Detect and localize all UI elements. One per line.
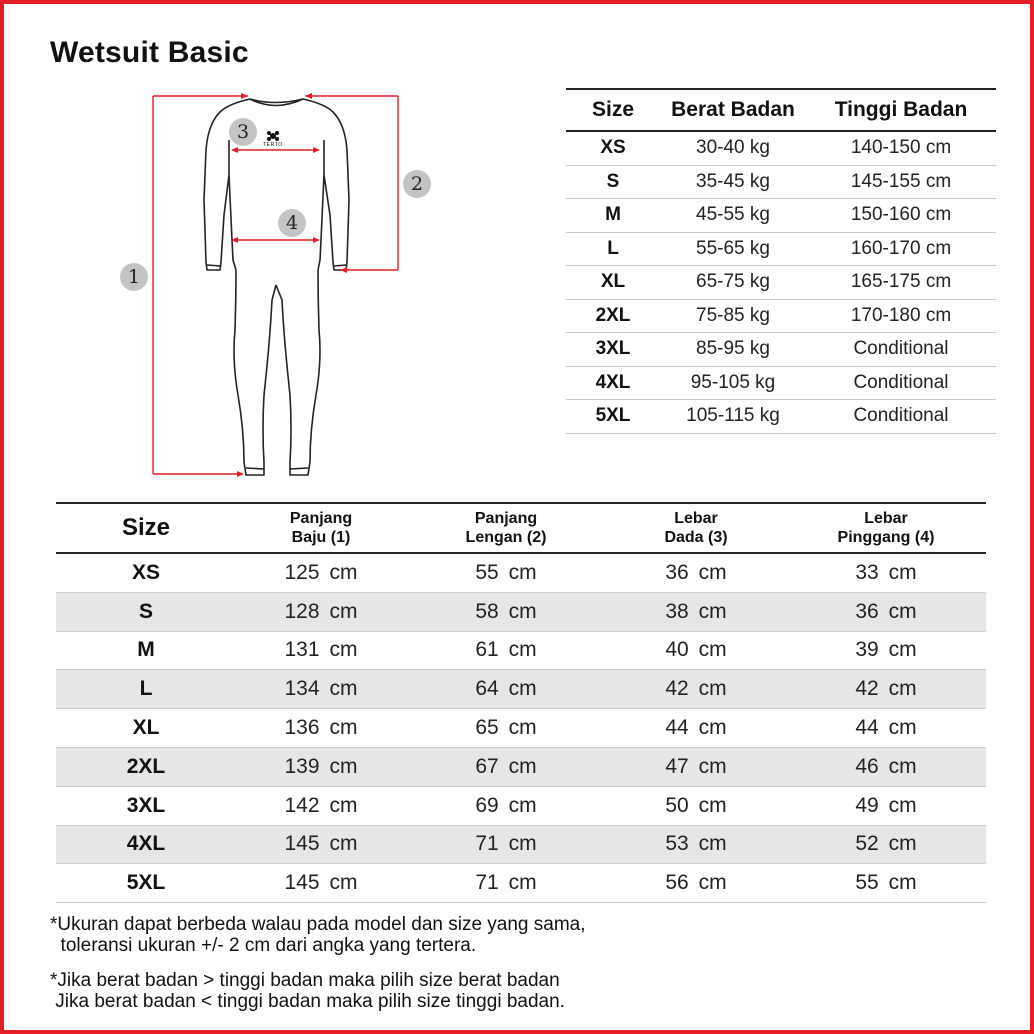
value-unit: cm xyxy=(888,793,917,817)
value-unit: cm xyxy=(888,638,917,662)
size-cell: XS xyxy=(131,560,160,584)
height-cell: 170-180 cm xyxy=(850,304,952,326)
value-number: 42 xyxy=(665,677,689,701)
body-length-cell xyxy=(236,755,406,779)
table-row xyxy=(56,632,986,671)
waist-width-cell xyxy=(786,794,986,818)
table-row xyxy=(56,787,986,826)
size-cell: XL xyxy=(600,271,626,293)
marker-1: 1 xyxy=(120,263,148,291)
body-length-cell xyxy=(236,677,406,701)
chest-width-cell xyxy=(606,871,786,895)
value-number: 64 xyxy=(475,677,499,701)
chest-width-cell xyxy=(606,755,786,779)
value-number: 71 xyxy=(475,832,499,856)
value-number: 136 xyxy=(284,716,320,740)
sleeve-length-cell xyxy=(406,638,606,662)
table-row xyxy=(566,233,996,267)
value-number: 44 xyxy=(855,716,879,740)
value-number: 44 xyxy=(665,716,689,740)
weight-cell: 65-75 kg xyxy=(696,271,770,293)
value-unit: cm xyxy=(508,560,537,584)
size-cell: 4XL xyxy=(126,832,166,856)
chest-width-cell xyxy=(606,638,786,662)
weight-cell: 105-115 kg xyxy=(686,405,780,427)
sleeve-length-cell xyxy=(406,600,606,624)
value-unit: cm xyxy=(508,754,537,778)
height-cell: Conditional xyxy=(853,371,949,393)
value-number: 139 xyxy=(284,754,320,778)
size-cell: S xyxy=(606,170,620,192)
value-number: 42 xyxy=(855,677,879,701)
table-row xyxy=(566,132,996,166)
waist-width-cell xyxy=(786,600,986,624)
marker-4: 4 xyxy=(278,209,306,237)
sleeve-length-cell xyxy=(406,794,606,818)
value-number: 145 xyxy=(284,832,320,856)
value-unit: cm xyxy=(888,871,917,895)
value-unit: cm xyxy=(329,716,358,740)
height-cell: Conditional xyxy=(853,338,949,360)
value-unit: cm xyxy=(508,832,537,856)
value-number: 36 xyxy=(855,599,879,623)
weight-cell: 95-105 kg xyxy=(690,371,776,393)
value-unit: cm xyxy=(698,754,727,778)
chest-width-cell xyxy=(606,716,786,740)
value-number: 61 xyxy=(475,638,499,662)
table-row xyxy=(566,199,996,233)
table-row xyxy=(56,864,986,903)
table-row xyxy=(566,367,996,401)
sleeve-length-cell xyxy=(406,755,606,779)
table-row xyxy=(56,748,986,787)
value-unit: cm xyxy=(698,677,727,701)
table-row xyxy=(56,554,986,593)
body-length-cell xyxy=(236,871,406,895)
body-length-cell xyxy=(236,600,406,624)
measure-line-4 xyxy=(231,237,320,243)
value-unit: cm xyxy=(698,871,727,895)
value-number: 56 xyxy=(665,871,689,895)
table-row xyxy=(56,670,986,709)
value-number: 145 xyxy=(284,871,320,895)
table-row xyxy=(56,709,986,748)
weight-cell: 55-65 kg xyxy=(696,237,770,259)
header-size: Size xyxy=(591,98,635,121)
value-number: 128 xyxy=(284,599,320,623)
weight-cell: 75-85 kg xyxy=(696,304,770,326)
waist-width-cell xyxy=(786,871,986,895)
sleeve-length-cell xyxy=(406,871,606,895)
chest-width-cell xyxy=(606,832,786,856)
value-unit: cm xyxy=(508,871,537,895)
header-weight: Berat Badan xyxy=(671,98,795,121)
size-cell: 3XL xyxy=(126,793,166,817)
value-number: 47 xyxy=(665,754,689,778)
value-unit: cm xyxy=(329,560,358,584)
wetsuit-outline xyxy=(204,99,349,475)
weight-cell: 30-40 kg xyxy=(696,137,770,159)
value-number: 65 xyxy=(475,716,499,740)
brand-logo-icon xyxy=(267,131,279,141)
value-unit: cm xyxy=(329,871,358,895)
body-length-cell xyxy=(236,716,406,740)
header-chest-width: Lebar Dada (3) xyxy=(664,510,728,546)
table-row xyxy=(566,333,996,367)
size-cell: XS xyxy=(600,137,626,159)
value-unit: cm xyxy=(698,716,727,740)
value-number: 52 xyxy=(855,832,879,856)
weight-height-table xyxy=(566,88,996,434)
sleeve-length-cell xyxy=(406,561,606,585)
value-number: 134 xyxy=(284,677,320,701)
value-number: 58 xyxy=(475,599,499,623)
marker-3: 3 xyxy=(229,118,257,146)
value-unit: cm xyxy=(698,560,727,584)
table-row xyxy=(566,300,996,334)
weight-cell: 35-45 kg xyxy=(696,170,770,192)
value-unit: cm xyxy=(329,832,358,856)
value-unit: cm xyxy=(508,599,537,623)
value-unit: cm xyxy=(888,754,917,778)
size-cell: 5XL xyxy=(595,405,631,427)
size-cell: 2XL xyxy=(126,754,166,778)
weight-cell: 45-55 kg xyxy=(696,204,770,226)
chest-width-cell xyxy=(606,600,786,624)
header-body-length: Panjang Baju (1) xyxy=(289,510,353,546)
value-number: 33 xyxy=(855,560,879,584)
body-length-cell xyxy=(236,561,406,585)
value-number: 50 xyxy=(665,793,689,817)
marker-2: 2 xyxy=(403,170,431,198)
value-unit: cm xyxy=(888,716,917,740)
value-unit: cm xyxy=(329,754,358,778)
value-number: 55 xyxy=(855,871,879,895)
value-number: 36 xyxy=(665,560,689,584)
value-number: 39 xyxy=(855,638,879,662)
size-cell: M xyxy=(605,204,621,226)
size-cell: 2XL xyxy=(595,304,631,326)
waist-width-cell xyxy=(786,716,986,740)
height-cell: 165-175 cm xyxy=(850,271,952,293)
height-cell: 150-160 cm xyxy=(850,204,952,226)
table-row xyxy=(56,826,986,865)
value-number: 55 xyxy=(475,560,499,584)
body-length-cell xyxy=(236,832,406,856)
value-number: 49 xyxy=(855,793,879,817)
value-unit: cm xyxy=(508,638,537,662)
sleeve-length-cell xyxy=(406,716,606,740)
waist-width-cell xyxy=(786,638,986,662)
table-row xyxy=(56,593,986,632)
value-unit: cm xyxy=(329,638,358,662)
value-number: 46 xyxy=(855,754,879,778)
body-length-cell xyxy=(236,794,406,818)
measurement-table xyxy=(56,502,986,903)
value-number: 71 xyxy=(475,871,499,895)
value-unit: cm xyxy=(888,677,917,701)
value-number: 125 xyxy=(284,560,320,584)
height-cell: Conditional xyxy=(853,405,949,427)
value-unit: cm xyxy=(508,716,537,740)
table-header-row xyxy=(56,504,986,554)
header-waist-width: Lebar Pinggang (4) xyxy=(837,510,935,546)
value-unit: cm xyxy=(888,832,917,856)
waist-width-cell xyxy=(786,832,986,856)
size-cell: 5XL xyxy=(126,871,166,895)
table-header-row xyxy=(566,90,996,132)
size-cell: 4XL xyxy=(595,371,631,393)
size-cell: S xyxy=(138,599,153,623)
waist-width-cell xyxy=(786,561,986,585)
sleeve-length-cell xyxy=(406,832,606,856)
size-cell: XL xyxy=(132,716,160,740)
footnotes xyxy=(50,914,586,1026)
value-number: 69 xyxy=(475,793,499,817)
value-unit: cm xyxy=(329,599,358,623)
value-number: 142 xyxy=(284,793,320,817)
chest-width-cell xyxy=(606,561,786,585)
value-unit: cm xyxy=(508,793,537,817)
size-cell: 3XL xyxy=(595,338,631,360)
body-length-cell xyxy=(236,638,406,662)
value-number: 40 xyxy=(665,638,689,662)
size-cell: L xyxy=(139,677,153,701)
header-sleeve-length: Panjang Lengan (2) xyxy=(465,510,547,546)
table-row xyxy=(566,266,996,300)
value-number: 131 xyxy=(284,638,320,662)
value-unit: cm xyxy=(698,599,727,623)
value-unit: cm xyxy=(508,677,537,701)
value-unit: cm xyxy=(329,793,358,817)
value-unit: cm xyxy=(329,677,358,701)
header-height: Tinggi Badan xyxy=(834,98,968,121)
weight-cell: 85-95 kg xyxy=(696,338,770,360)
value-unit: cm xyxy=(698,832,727,856)
size-cell: L xyxy=(607,237,619,259)
value-unit: cm xyxy=(888,560,917,584)
value-number: 38 xyxy=(665,599,689,623)
height-cell: 145-155 cm xyxy=(850,170,952,192)
value-number: 53 xyxy=(665,832,689,856)
footnote-tolerance: *Ukuran dapat berbeda walau pada model dan size yang sama, toleransi ukuran +/- 2 cm dari angka yang tertera. xyxy=(50,914,586,956)
page-title: Wetsuit Basic xyxy=(50,36,249,69)
height-cell: 160-170 cm xyxy=(850,237,952,259)
measure-line-2 xyxy=(305,93,398,273)
header-size: Size xyxy=(121,514,171,541)
footnote-size-choice: *Jika berat badan > tinggi badan maka pilih size berat badan Jika berat badan < tinggi badan maka pilih size tinggi badan. xyxy=(50,970,565,1012)
height-cell: 140-150 cm xyxy=(850,137,952,159)
waist-width-cell xyxy=(786,755,986,779)
value-unit: cm xyxy=(888,599,917,623)
table-row xyxy=(566,400,996,434)
brand-logo-text: TERTO xyxy=(263,142,283,148)
table-row xyxy=(566,166,996,200)
size-cell: M xyxy=(137,638,155,662)
waist-width-cell xyxy=(786,677,986,701)
chest-width-cell xyxy=(606,794,786,818)
value-number: 67 xyxy=(475,754,499,778)
chest-width-cell xyxy=(606,677,786,701)
sleeve-length-cell xyxy=(406,677,606,701)
value-unit: cm xyxy=(698,638,727,662)
value-unit: cm xyxy=(698,793,727,817)
